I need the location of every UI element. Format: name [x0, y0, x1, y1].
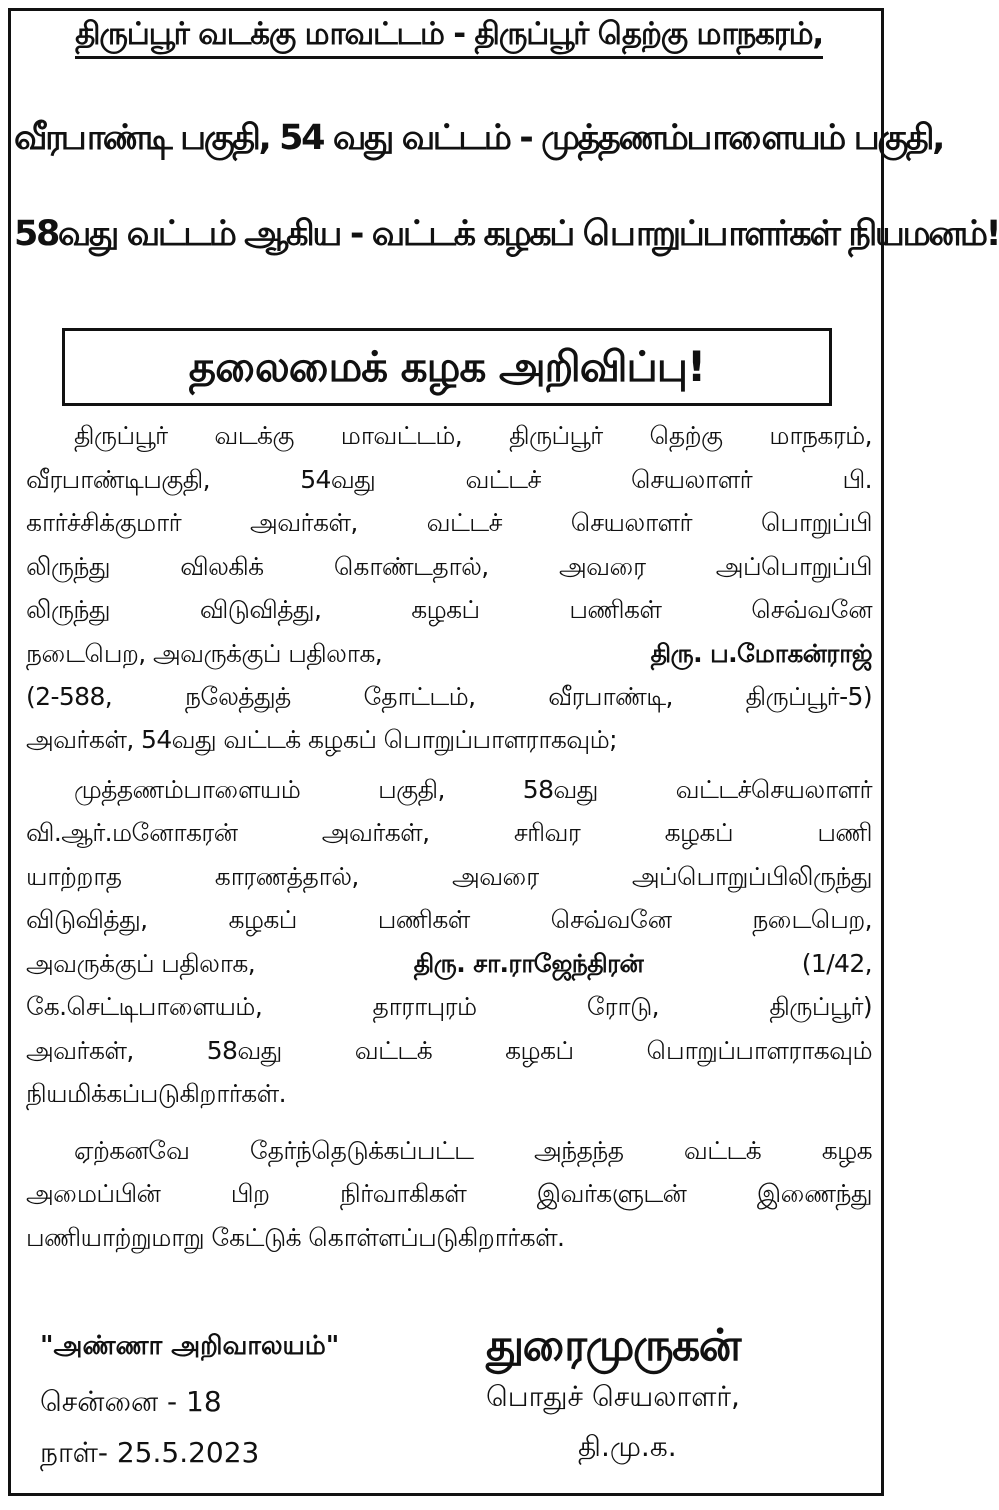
para2-line-5-address: (1/42,	[801, 949, 872, 978]
para2-line-2: வி.ஆர்.மனோகரன் அவர்கள், சரிவர கழகப் பணி	[26, 818, 872, 847]
announcement-box: தலைமைக் கழக அறிவிப்பு!	[62, 328, 832, 406]
para1-line-2: வீரபாண்டிபகுதி, 54வது வட்டச் செயலாளர் பி.	[26, 465, 872, 494]
para1-line-5: லிருந்து விடுவித்து, கழகப் பணிகள் செவ்வனே	[26, 595, 872, 624]
para1-line-7: (2-588, நலேத்துத் தோட்டம், வீரபாண்டி, திருப்பூர்-5)	[26, 682, 872, 711]
ward-heading-line-1: வீரபாண்டி பகுதி, 54 வது வட்டம் - முத்தணம்பாளையம் பகுதி,	[14, 118, 944, 158]
para1-line-8: அவர்கள், 54வது வட்டக் கழகப் பொறுப்பாளராகவும்;	[26, 725, 617, 754]
party-name: தி.மு.க.	[578, 1430, 677, 1463]
para2-line-3: யாற்றாத காரணத்தால், அவரை அப்பொறுப்பிலிருந்து	[26, 862, 872, 891]
para3-line-2: அமைப்பின் பிற நிர்வாகிகள் இவர்களுடன் இணைந்து	[26, 1179, 872, 1208]
para3-line-3: பணியாற்றுமாறு கேட்டுக் கொள்ளப்படுகிறார்கள்.	[26, 1223, 565, 1252]
para1-line-6-text: நடைபெற, அவருக்குப் பதிலாக,	[26, 639, 383, 668]
para1-line-3: கார்ச்சிக்குமார் அவர்கள், வட்டச் செயலாளர் பொறுப்பி	[26, 508, 872, 537]
signatory-name: துரைமுருகன்	[486, 1320, 740, 1371]
para2-line-6: கே.செட்டிபாளையம், தாராபுரம் ரோடு, திருப்பூர்)	[26, 992, 872, 1021]
para1-line-1: திருப்பூர் வடக்கு மாவட்டம், திருப்பூர் தெற்கு மாநகரம்,	[74, 421, 872, 450]
district-heading: திருப்பூர் வடக்கு மாவட்டம் - திருப்பூர் தெற்கு மாநகரம்,	[0, 16, 898, 56]
para2-line-7: அவர்கள், 58வது வட்டக் கழகப் பொறுப்பாளராகவும்	[26, 1036, 872, 1065]
signatory-title: பொதுச் செயலாளர்,	[486, 1380, 740, 1413]
city: சென்னை - 18	[40, 1385, 222, 1418]
ward-heading-line-2: 58வது வட்டம் ஆகிய - வட்டக் கழகப் பொறுப்பாளர்கள் நியமனம்!	[14, 214, 999, 254]
place-name: "அண்ணா அறிவாலயம்"	[40, 1331, 340, 1361]
para2-line-5	[26, 946, 872, 982]
appointee-name-2: திரு. சா.ராஜேந்திரன்	[413, 949, 644, 978]
para2-line-5-text: அவருக்குப் பதிலாக,	[26, 949, 256, 978]
para2-line-4: விடுவித்து, கழகப் பணிகள் செவ்வனே நடைபெற,	[26, 905, 872, 934]
para2-line-8: நியமிக்கப்படுகிறார்கள்.	[26, 1079, 286, 1108]
appointee-name-1: திரு. ப.மோகன்ராஜ்	[650, 639, 872, 668]
para1-line-6	[26, 636, 872, 672]
para3-line-1: ஏற்கனவே தேர்ந்தெடுக்கப்பட்ட அந்தந்த வட்டக் கழக	[74, 1136, 872, 1165]
date: நாள்- 25.5.2023	[40, 1436, 260, 1469]
para1-line-4: லிருந்து விலகிக் கொண்டதால், அவரை அப்பொறுப்பி	[26, 552, 872, 581]
para2-line-1: முத்தணம்பாளையம் பகுதி, 58வது வட்டச்செயலாளர்	[74, 775, 872, 804]
